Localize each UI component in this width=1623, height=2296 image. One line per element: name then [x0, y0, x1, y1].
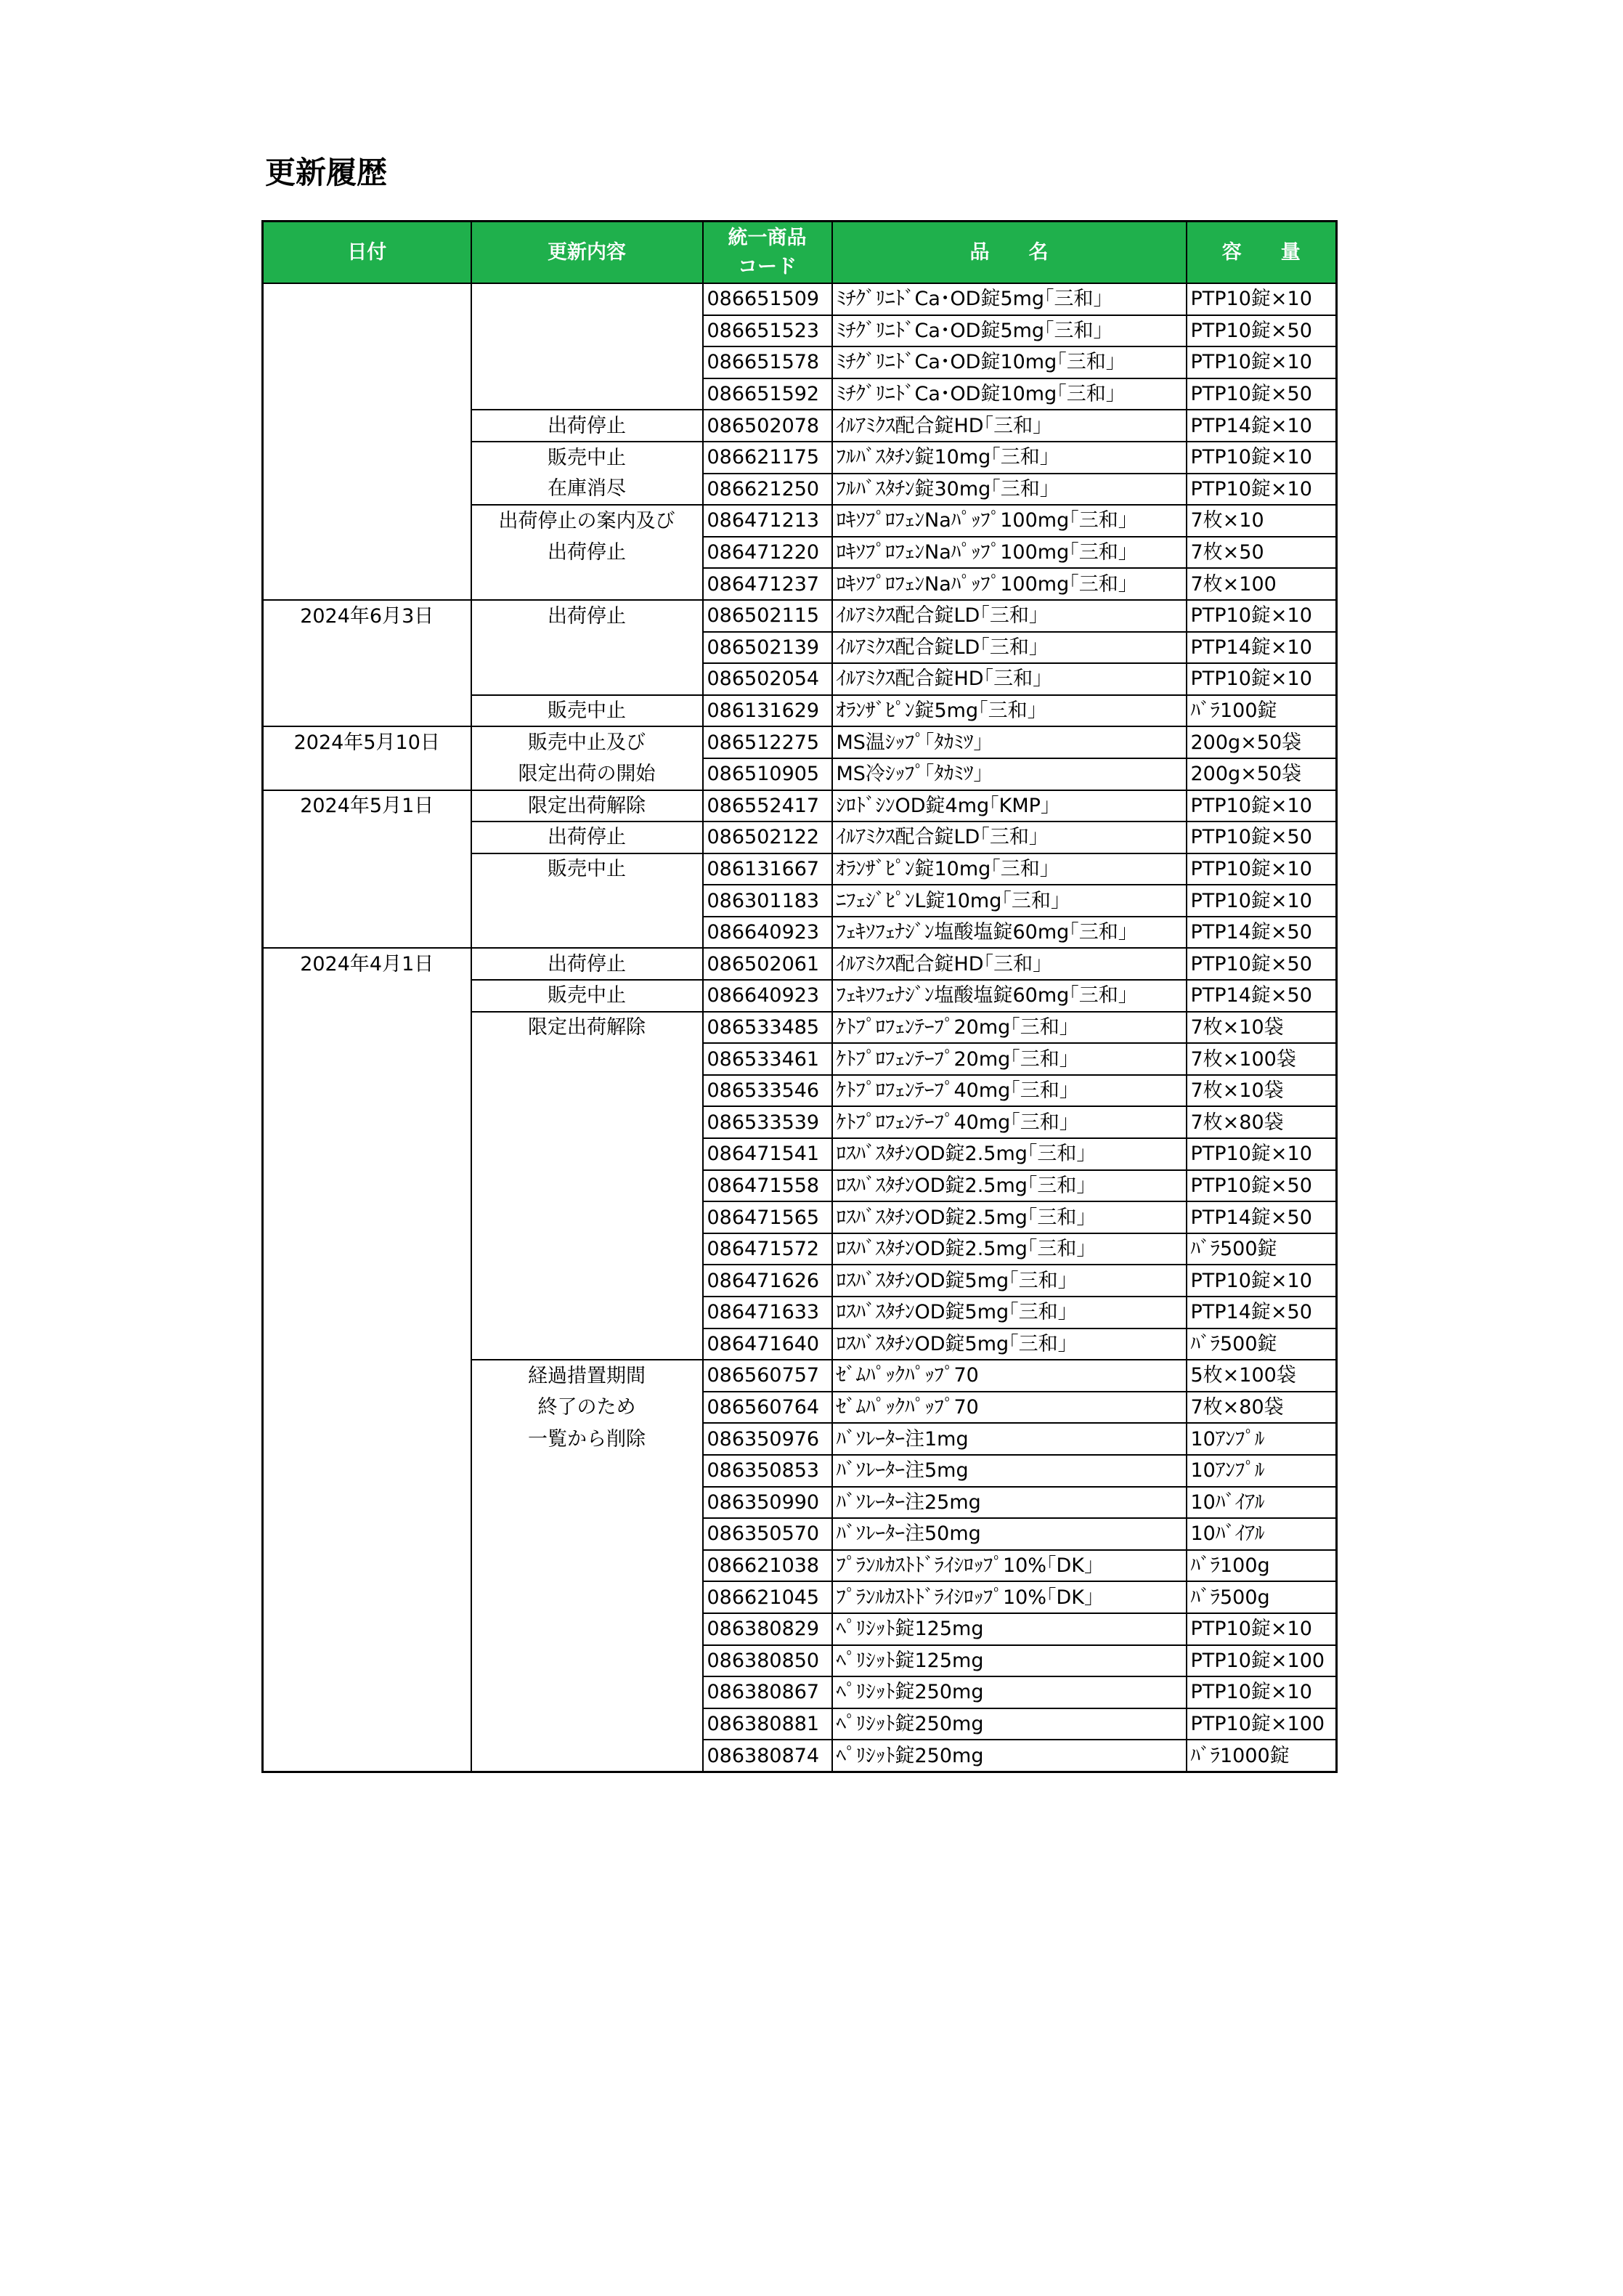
- table-row: [263, 1487, 1337, 1519]
- table-row: [263, 822, 1337, 853]
- update-content-cell: [471, 1075, 703, 1107]
- product-code-cell: 086131667: [703, 853, 832, 885]
- volume-cell: PTP10錠×50: [1187, 948, 1337, 980]
- product-code-cell: 086471633: [703, 1297, 832, 1328]
- table-row: [263, 663, 1337, 695]
- date-cell: [263, 663, 471, 695]
- product-name-cell: ﾛｽﾊﾞｽﾀﾁﾝOD錠2.5mg｢三和｣: [832, 1138, 1187, 1170]
- product-name-cell: ｾﾞﾑﾊﾟｯｸﾊﾟｯﾌﾟ70: [832, 1392, 1187, 1424]
- update-content-cell: [471, 1455, 703, 1487]
- volume-cell: 10ｱﾝﾌﾟﾙ: [1187, 1455, 1337, 1487]
- volume-cell: 10ｱﾝﾌﾟﾙ: [1187, 1423, 1337, 1455]
- update-content-cell: 出荷停止の案内及び: [471, 505, 703, 537]
- volume-cell: PTP10錠×10: [1187, 885, 1337, 917]
- date-cell: [263, 1012, 471, 1044]
- table-row: [263, 1106, 1337, 1138]
- product-code-cell: 086471626: [703, 1265, 832, 1297]
- volume-cell: PTP10錠×10: [1187, 474, 1337, 506]
- product-code-cell: 086651523: [703, 315, 832, 347]
- update-content-cell: 出荷停止: [471, 948, 703, 980]
- date-cell: [263, 1360, 471, 1392]
- date-cell: [263, 1645, 471, 1677]
- table-row: [263, 1550, 1337, 1582]
- product-name-cell: ｲﾙｱﾐｸｽ配合錠LD｢三和｣: [832, 632, 1187, 664]
- update-content-cell: [471, 1297, 703, 1328]
- date-cell: [263, 315, 471, 347]
- volume-cell: 200g×50袋: [1187, 726, 1337, 758]
- table-row: [263, 1265, 1337, 1297]
- product-name-cell: ｲﾙｱﾐｸｽ配合錠HD｢三和｣: [832, 663, 1187, 695]
- update-content-cell: [471, 1487, 703, 1519]
- product-code-cell: 086350990: [703, 1487, 832, 1519]
- product-code-cell: 086552417: [703, 790, 832, 822]
- date-cell: [263, 1613, 471, 1645]
- update-content-cell: 販売中止: [471, 980, 703, 1012]
- product-name-cell: ﾐﾁｸﾞﾘﾆﾄﾞCa･OD錠5mg｢三和｣: [832, 283, 1187, 315]
- table-row: [263, 442, 1337, 474]
- table-row: [263, 726, 1337, 758]
- table-row: [263, 537, 1337, 569]
- product-name-cell: ﾐﾁｸﾞﾘﾆﾄﾞCa･OD錠5mg｢三和｣: [832, 315, 1187, 347]
- product-name-cell: ｵﾗﾝｻﾞﾋﾟﾝ錠10mg｢三和｣: [832, 853, 1187, 885]
- update-content-cell: 限定出荷解除: [471, 790, 703, 822]
- update-content-cell: 販売中止: [471, 853, 703, 885]
- date-cell: [263, 758, 471, 790]
- volume-cell: ﾊﾞﾗ100g: [1187, 1550, 1337, 1582]
- table-row: [263, 378, 1337, 410]
- volume-cell: PTP10錠×100: [1187, 1645, 1337, 1677]
- table-row: [263, 1170, 1337, 1202]
- update-content-cell: [471, 663, 703, 695]
- update-content-cell: 出荷停止: [471, 822, 703, 853]
- table-row: [263, 1518, 1337, 1550]
- volume-cell: PTP10錠×50: [1187, 1170, 1337, 1202]
- update-content-cell: [471, 378, 703, 410]
- volume-cell: PTP10錠×10: [1187, 283, 1337, 315]
- product-code-cell: 086651592: [703, 378, 832, 410]
- update-content-cell: 終了のため: [471, 1392, 703, 1424]
- product-code-cell: 086471558: [703, 1170, 832, 1202]
- product-code-cell: 086502054: [703, 663, 832, 695]
- table-body: [263, 283, 1337, 1772]
- table-row: [263, 632, 1337, 664]
- table-row: [263, 1613, 1337, 1645]
- date-cell: [263, 568, 471, 600]
- product-name-cell: ﾛｽﾊﾞｽﾀﾁﾝOD錠5mg｢三和｣: [832, 1297, 1187, 1328]
- table-row: [263, 1012, 1337, 1044]
- table-header-row: [263, 222, 1337, 284]
- table-row: [263, 1201, 1337, 1233]
- product-code-cell: 086350976: [703, 1423, 832, 1455]
- date-cell: [263, 1550, 471, 1582]
- product-name-cell: ﾊﾞｿﾚｰﾀｰ注5mg: [832, 1455, 1187, 1487]
- product-name-cell: ｲﾙｱﾐｸｽ配合錠HD｢三和｣: [832, 948, 1187, 980]
- update-content-cell: 限定出荷の開始: [471, 758, 703, 790]
- volume-cell: 7枚×100袋: [1187, 1043, 1337, 1075]
- product-code-cell: 086502122: [703, 822, 832, 853]
- product-name-cell: ﾌﾟﾗﾝﾙｶｽﾄﾄﾞﾗｲｼﾛｯﾌﾟ10%｢DK｣: [832, 1550, 1187, 1582]
- table-row: [263, 1297, 1337, 1328]
- volume-cell: 7枚×50: [1187, 537, 1337, 569]
- update-content-cell: [471, 1708, 703, 1740]
- product-name-cell: ﾛｽﾊﾞｽﾀﾁﾝOD錠5mg｢三和｣: [832, 1328, 1187, 1360]
- date-cell: [263, 537, 471, 569]
- update-content-cell: [471, 917, 703, 949]
- volume-cell: 7枚×10袋: [1187, 1075, 1337, 1107]
- update-content-cell: [471, 1170, 703, 1202]
- update-content-cell: [471, 632, 703, 664]
- date-cell: [263, 917, 471, 949]
- table-row: [263, 853, 1337, 885]
- date-cell: [263, 1233, 471, 1265]
- table-row: [263, 948, 1337, 980]
- volume-cell: PTP10錠×50: [1187, 315, 1337, 347]
- volume-cell: 10ﾊﾞｲｱﾙ: [1187, 1518, 1337, 1550]
- date-cell: [263, 1518, 471, 1550]
- product-code-cell: 086471541: [703, 1138, 832, 1170]
- product-code-cell: 086471213: [703, 505, 832, 537]
- volume-cell: PTP14錠×50: [1187, 917, 1337, 949]
- date-cell: [263, 1170, 471, 1202]
- update-content-cell: [471, 1645, 703, 1677]
- date-cell: [263, 853, 471, 885]
- product-name-cell: ﾍﾟﾘｼｯﾄ錠250mg: [832, 1740, 1187, 1772]
- date-cell: [263, 346, 471, 378]
- product-code-cell: 086502139: [703, 632, 832, 664]
- product-name-cell: ｲﾙｱﾐｸｽ配合錠LD｢三和｣: [832, 822, 1187, 853]
- update-content-cell: [471, 283, 703, 315]
- update-content-cell: [471, 1740, 703, 1772]
- date-cell: [263, 980, 471, 1012]
- date-cell: [263, 695, 471, 727]
- volume-cell: PTP10錠×50: [1187, 378, 1337, 410]
- volume-cell: 5枚×100袋: [1187, 1360, 1337, 1392]
- product-code-cell: 086471237: [703, 568, 832, 600]
- date-cell: 2024年5月10日: [263, 726, 471, 758]
- volume-cell: PTP14錠×50: [1187, 980, 1337, 1012]
- product-code-cell: 086560757: [703, 1360, 832, 1392]
- header-volume: 容 量: [1187, 222, 1337, 284]
- product-name-cell: ﾌﾙﾊﾞｽﾀﾁﾝ錠30mg｢三和｣: [832, 474, 1187, 506]
- date-cell: [263, 1138, 471, 1170]
- table-row: [263, 1360, 1337, 1392]
- product-name-cell: MS温ｼｯﾌﾟ｢ﾀｶﾐﾂ｣: [832, 726, 1187, 758]
- update-content-cell: [471, 346, 703, 378]
- table-row: [263, 474, 1337, 506]
- table-row: [263, 790, 1337, 822]
- date-cell: [263, 283, 471, 315]
- table-row: [263, 1676, 1337, 1708]
- table-row: [263, 1392, 1337, 1424]
- product-name-cell: ﾌﾙﾊﾞｽﾀﾁﾝ錠10mg｢三和｣: [832, 442, 1187, 474]
- product-name-cell: ﾛｽﾊﾞｽﾀﾁﾝOD錠2.5mg｢三和｣: [832, 1233, 1187, 1265]
- header-product-code: 統一商品 コード: [703, 222, 832, 284]
- product-code-cell: 086502115: [703, 600, 832, 632]
- date-cell: [263, 1455, 471, 1487]
- update-content-cell: [471, 1328, 703, 1360]
- date-cell: [263, 1740, 471, 1772]
- date-cell: [263, 1423, 471, 1455]
- product-code-cell: 086510905: [703, 758, 832, 790]
- product-code-cell: 086621175: [703, 442, 832, 474]
- date-cell: 2024年5月1日: [263, 790, 471, 822]
- table-row: [263, 1455, 1337, 1487]
- product-code-cell: 086640923: [703, 980, 832, 1012]
- volume-cell: 10ﾊﾞｲｱﾙ: [1187, 1487, 1337, 1519]
- date-cell: [263, 505, 471, 537]
- header-date: 日付: [263, 222, 471, 284]
- table-row: [263, 346, 1337, 378]
- product-code-cell: 086502061: [703, 948, 832, 980]
- product-code-cell: 086621038: [703, 1550, 832, 1582]
- volume-cell: ﾊﾞﾗ100錠: [1187, 695, 1337, 727]
- volume-cell: 7枚×10: [1187, 505, 1337, 537]
- table-row: [263, 980, 1337, 1012]
- product-code-cell: 086533485: [703, 1012, 832, 1044]
- table-row: [263, 600, 1337, 632]
- product-name-cell: ﾍﾟﾘｼｯﾄ錠250mg: [832, 1676, 1187, 1708]
- product-name-cell: ﾌｪｷｿﾌｪﾅｼﾞﾝ塩酸塩錠60mg｢三和｣: [832, 980, 1187, 1012]
- update-history-table: [261, 220, 1338, 1773]
- table-row: [263, 410, 1337, 442]
- product-code-cell: 086471565: [703, 1201, 832, 1233]
- table-row: [263, 1075, 1337, 1107]
- date-cell: [263, 1581, 471, 1613]
- product-name-cell: ｹﾄﾌﾟﾛﾌｪﾝﾃｰﾌﾟ40mg｢三和｣: [832, 1106, 1187, 1138]
- update-content-cell: [471, 315, 703, 347]
- product-code-cell: 086621250: [703, 474, 832, 506]
- product-name-cell: ﾛｷｿﾌﾟﾛﾌｪﾝNaﾊﾟｯﾌﾟ100mg｢三和｣: [832, 568, 1187, 600]
- product-code-cell: 086533539: [703, 1106, 832, 1138]
- update-content-cell: [471, 1265, 703, 1297]
- volume-cell: ﾊﾞﾗ500錠: [1187, 1328, 1337, 1360]
- product-name-cell: ｹﾄﾌﾟﾛﾌｪﾝﾃｰﾌﾟ20mg｢三和｣: [832, 1043, 1187, 1075]
- header-update-content: 更新内容: [471, 222, 703, 284]
- update-content-cell: 在庫消尽: [471, 474, 703, 506]
- update-content-cell: [471, 1613, 703, 1645]
- update-content-cell: [471, 1581, 703, 1613]
- date-cell: [263, 1265, 471, 1297]
- date-cell: [263, 632, 471, 664]
- table-row: [263, 1423, 1337, 1455]
- product-code-cell: 086640923: [703, 917, 832, 949]
- volume-cell: PTP14錠×10: [1187, 410, 1337, 442]
- product-code-cell: 086380867: [703, 1676, 832, 1708]
- date-cell: [263, 1297, 471, 1328]
- product-name-cell: ｾﾞﾑﾊﾟｯｸﾊﾟｯﾌﾟ70: [832, 1360, 1187, 1392]
- product-name-cell: ﾛｷｿﾌﾟﾛﾌｪﾝNaﾊﾟｯﾌﾟ100mg｢三和｣: [832, 537, 1187, 569]
- table-row: [263, 568, 1337, 600]
- table-row: [263, 1138, 1337, 1170]
- table-row: [263, 1708, 1337, 1740]
- table-row: [263, 758, 1337, 790]
- update-content-cell: [471, 1518, 703, 1550]
- update-content-cell: 販売中止及び: [471, 726, 703, 758]
- volume-cell: PTP10錠×10: [1187, 346, 1337, 378]
- volume-cell: PTP10錠×10: [1187, 790, 1337, 822]
- update-content-cell: 販売中止: [471, 695, 703, 727]
- product-code-cell: 086471572: [703, 1233, 832, 1265]
- date-cell: [263, 822, 471, 853]
- volume-cell: PTP10錠×10: [1187, 600, 1337, 632]
- product-name-cell: ﾛｷｿﾌﾟﾛﾌｪﾝNaﾊﾟｯﾌﾟ100mg｢三和｣: [832, 505, 1187, 537]
- update-content-cell: 経過措置期間: [471, 1360, 703, 1392]
- table-row: [263, 1328, 1337, 1360]
- product-code-cell: 086471640: [703, 1328, 832, 1360]
- table-row: [263, 1740, 1337, 1772]
- product-code-cell: 086533546: [703, 1075, 832, 1107]
- volume-cell: PTP10錠×10: [1187, 1138, 1337, 1170]
- update-content-cell: 一覧から削除: [471, 1423, 703, 1455]
- product-name-cell: ｼﾛﾄﾞｼﾝOD錠4mg｢KMP｣: [832, 790, 1187, 822]
- product-name-cell: ﾌｪｷｿﾌｪﾅｼﾞﾝ塩酸塩錠60mg｢三和｣: [832, 917, 1187, 949]
- page-title: 更新履歴: [265, 155, 388, 190]
- update-content-cell: [471, 1676, 703, 1708]
- update-content-cell: 限定出荷解除: [471, 1012, 703, 1044]
- volume-cell: PTP10錠×10: [1187, 1265, 1337, 1297]
- product-code-cell: 086471220: [703, 537, 832, 569]
- date-cell: [263, 442, 471, 474]
- product-code-cell: 086380874: [703, 1740, 832, 1772]
- date-cell: [263, 1487, 471, 1519]
- date-cell: [263, 1075, 471, 1107]
- product-code-cell: 086380850: [703, 1645, 832, 1677]
- volume-cell: PTP14錠×10: [1187, 632, 1337, 664]
- date-cell: [263, 410, 471, 442]
- product-code-cell: 086560764: [703, 1392, 832, 1424]
- product-name-cell: ﾛｽﾊﾞｽﾀﾁﾝOD錠5mg｢三和｣: [832, 1265, 1187, 1297]
- product-name-cell: ﾊﾞｿﾚｰﾀｰ注25mg: [832, 1487, 1187, 1519]
- product-code-cell: 086380881: [703, 1708, 832, 1740]
- date-cell: [263, 885, 471, 917]
- update-content-cell: [471, 568, 703, 600]
- product-name-cell: ｹﾄﾌﾟﾛﾌｪﾝﾃｰﾌﾟ20mg｢三和｣: [832, 1012, 1187, 1044]
- volume-cell: ﾊﾞﾗ500錠: [1187, 1233, 1337, 1265]
- product-name-cell: ﾊﾞｿﾚｰﾀｰ注50mg: [832, 1518, 1187, 1550]
- date-cell: [263, 1392, 471, 1424]
- volume-cell: 7枚×80袋: [1187, 1392, 1337, 1424]
- product-name-cell: ｵﾗﾝｻﾞﾋﾟﾝ錠5mg｢三和｣: [832, 695, 1187, 727]
- volume-cell: 7枚×80袋: [1187, 1106, 1337, 1138]
- product-name-cell: ﾐﾁｸﾞﾘﾆﾄﾞCa･OD錠10mg｢三和｣: [832, 378, 1187, 410]
- product-code-cell: 086301183: [703, 885, 832, 917]
- volume-cell: PTP10錠×10: [1187, 663, 1337, 695]
- table-row: [263, 1233, 1337, 1265]
- update-content-cell: [471, 1106, 703, 1138]
- update-content-cell: [471, 1043, 703, 1075]
- update-content-cell: 出荷停止: [471, 600, 703, 632]
- table-row: [263, 917, 1337, 949]
- header-product-name: 品 名: [832, 222, 1187, 284]
- product-name-cell: ﾛｽﾊﾞｽﾀﾁﾝOD錠2.5mg｢三和｣: [832, 1170, 1187, 1202]
- update-content-cell: [471, 1233, 703, 1265]
- product-name-cell: ﾆﾌｪｼﾞﾋﾟﾝL錠10mg｢三和｣: [832, 885, 1187, 917]
- table-row: [263, 315, 1337, 347]
- date-cell: [263, 1201, 471, 1233]
- date-cell: 2024年4月1日: [263, 948, 471, 980]
- date-cell: [263, 1106, 471, 1138]
- table-row: [263, 1581, 1337, 1613]
- volume-cell: PTP10錠×10: [1187, 853, 1337, 885]
- volume-cell: PTP10錠×50: [1187, 822, 1337, 853]
- product-code-cell: 086651578: [703, 346, 832, 378]
- volume-cell: PTP10錠×10: [1187, 442, 1337, 474]
- volume-cell: ﾊﾞﾗ500g: [1187, 1581, 1337, 1613]
- volume-cell: 7枚×10袋: [1187, 1012, 1337, 1044]
- product-code-cell: 086502078: [703, 410, 832, 442]
- update-content-cell: 出荷停止: [471, 537, 703, 569]
- product-name-cell: ﾌﾟﾗﾝﾙｶｽﾄﾄﾞﾗｲｼﾛｯﾌﾟ10%｢DK｣: [832, 1581, 1187, 1613]
- date-cell: [263, 1043, 471, 1075]
- product-code-cell: 086512275: [703, 726, 832, 758]
- product-code-cell: 086131629: [703, 695, 832, 727]
- date-cell: [263, 474, 471, 506]
- update-content-cell: [471, 885, 703, 917]
- product-name-cell: MS冷ｼｯﾌﾟ｢ﾀｶﾐﾂ｣: [832, 758, 1187, 790]
- update-content-cell: 販売中止: [471, 442, 703, 474]
- update-content-cell: 出荷停止: [471, 410, 703, 442]
- volume-cell: 7枚×100: [1187, 568, 1337, 600]
- table-row: [263, 1043, 1337, 1075]
- product-code-cell: 086380829: [703, 1613, 832, 1645]
- product-code-cell: 086350570: [703, 1518, 832, 1550]
- table-row: [263, 1645, 1337, 1677]
- update-content-cell: [471, 1550, 703, 1582]
- table-row: [263, 885, 1337, 917]
- volume-cell: PTP10錠×100: [1187, 1708, 1337, 1740]
- product-name-cell: ﾛｽﾊﾞｽﾀﾁﾝOD錠2.5mg｢三和｣: [832, 1201, 1187, 1233]
- date-cell: [263, 1708, 471, 1740]
- update-content-cell: [471, 1138, 703, 1170]
- product-name-cell: ｲﾙｱﾐｸｽ配合錠HD｢三和｣: [832, 410, 1187, 442]
- product-code-cell: 086350853: [703, 1455, 832, 1487]
- product-name-cell: ﾍﾟﾘｼｯﾄ錠125mg: [832, 1645, 1187, 1677]
- product-name-cell: ｲﾙｱﾐｸｽ配合錠LD｢三和｣: [832, 600, 1187, 632]
- table-row: [263, 283, 1337, 315]
- volume-cell: PTP10錠×10: [1187, 1613, 1337, 1645]
- product-name-cell: ﾍﾟﾘｼｯﾄ錠250mg: [832, 1708, 1187, 1740]
- product-code-cell: 086621045: [703, 1581, 832, 1613]
- date-cell: [263, 1328, 471, 1360]
- product-code-cell: 086533461: [703, 1043, 832, 1075]
- update-content-cell: [471, 1201, 703, 1233]
- volume-cell: PTP14錠×50: [1187, 1297, 1337, 1328]
- volume-cell: PTP10錠×10: [1187, 1676, 1337, 1708]
- volume-cell: PTP14錠×50: [1187, 1201, 1337, 1233]
- table-row: [263, 505, 1337, 537]
- product-name-cell: ﾍﾟﾘｼｯﾄ錠125mg: [832, 1613, 1187, 1645]
- volume-cell: ﾊﾞﾗ1000錠: [1187, 1740, 1337, 1772]
- product-name-cell: ﾊﾞｿﾚｰﾀｰ注1mg: [832, 1423, 1187, 1455]
- product-code-cell: 086651509: [703, 283, 832, 315]
- date-cell: [263, 1676, 471, 1708]
- volume-cell: 200g×50袋: [1187, 758, 1337, 790]
- table-row: [263, 695, 1337, 727]
- product-name-cell: ｹﾄﾌﾟﾛﾌｪﾝﾃｰﾌﾟ40mg｢三和｣: [832, 1075, 1187, 1107]
- product-name-cell: ﾐﾁｸﾞﾘﾆﾄﾞCa･OD錠10mg｢三和｣: [832, 346, 1187, 378]
- date-cell: [263, 378, 471, 410]
- date-cell: 2024年6月3日: [263, 600, 471, 632]
